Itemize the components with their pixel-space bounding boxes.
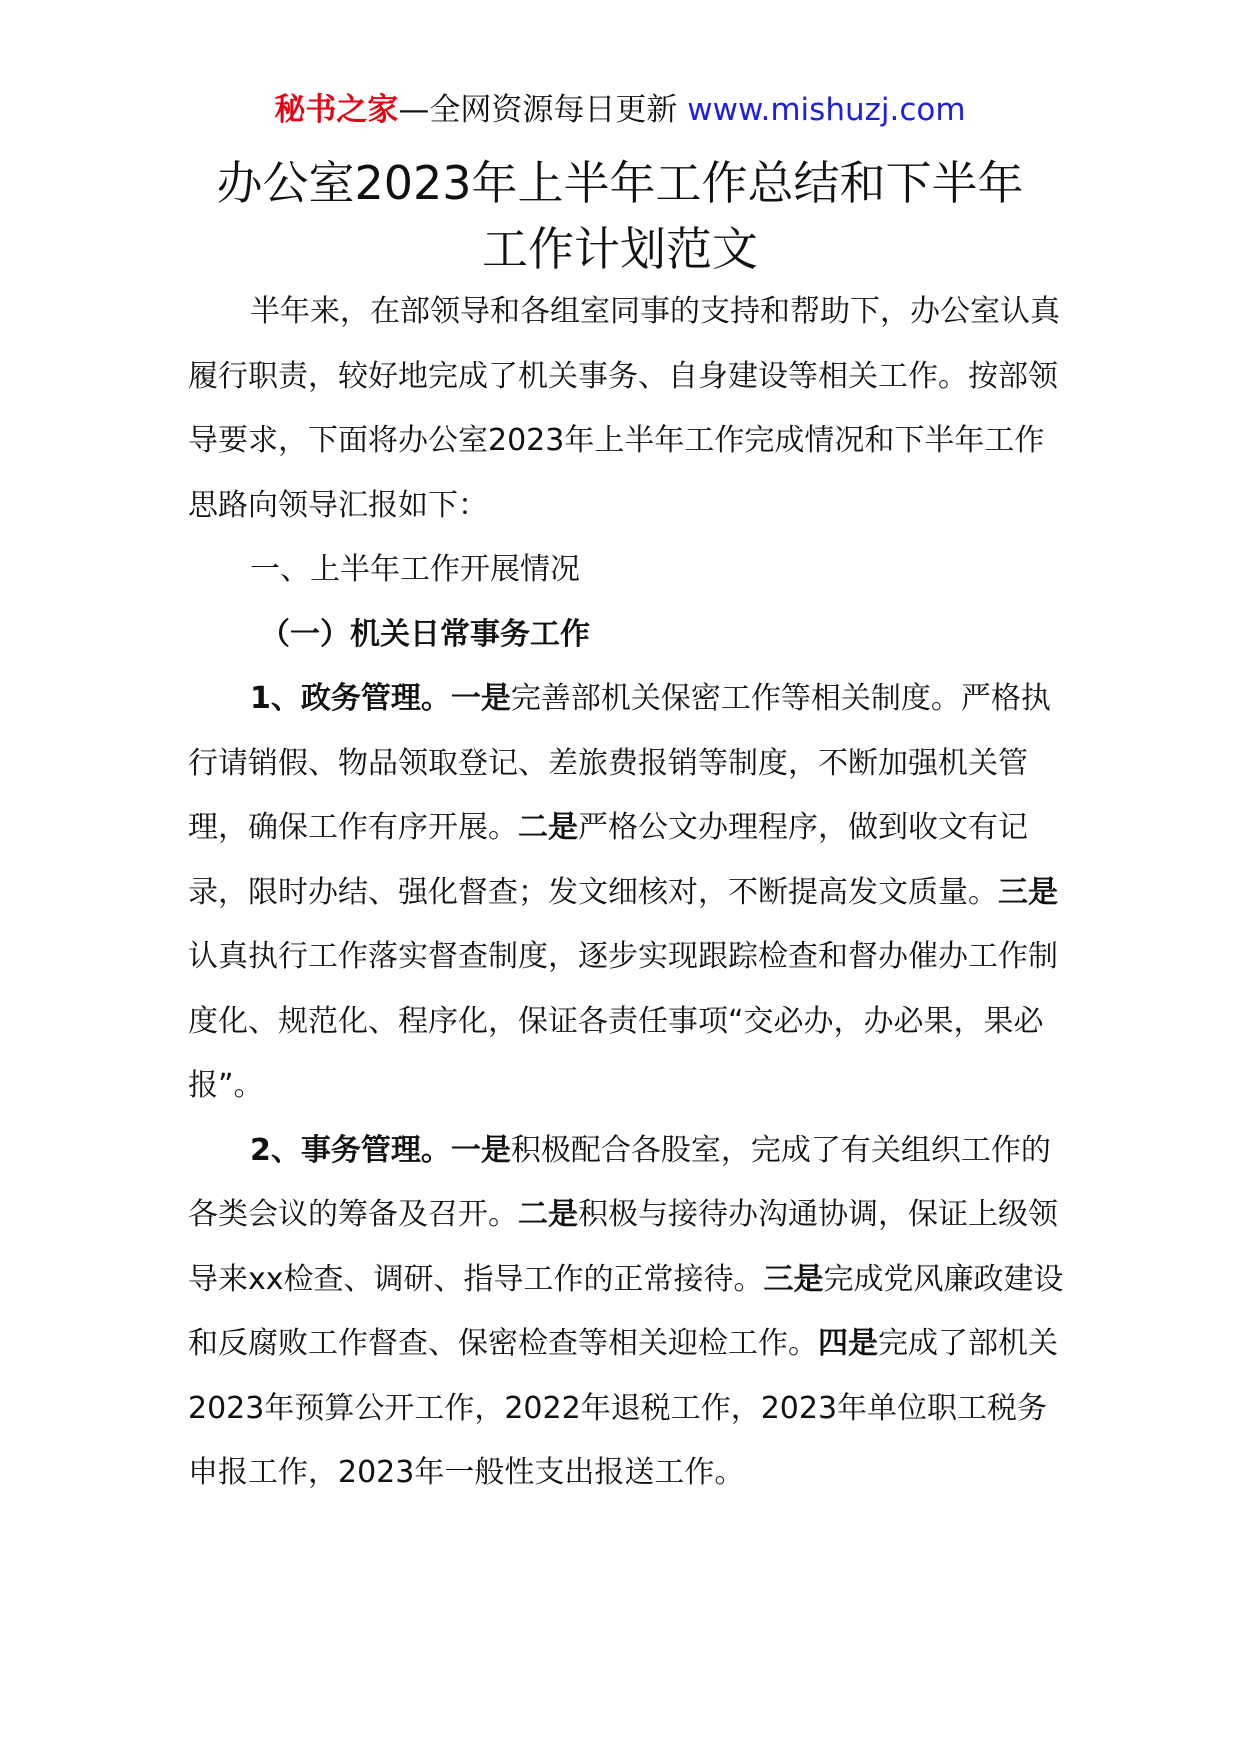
item-2-text-2: 积极与接待办沟通协调，保证上级领导来xx检查、调研、指导工作的正常接待。 bbox=[188, 1197, 1058, 1297]
banner-slogan: —全网资源每日更新 bbox=[398, 92, 678, 128]
section-heading: 一、上半年工作开展情况 bbox=[250, 552, 580, 587]
intro-paragraph: 半年来，在部领导和各组室同事的支持和帮助下，办公室认真履行职责，较好地完成了机关事务、自身建设等相关工作。按部领导要求，下面将办公室2023年上半年工作完成情况和下半年工作思路向领导汇报如下： bbox=[188, 294, 1060, 523]
site-url-link[interactable]: www.mishuzj.com bbox=[687, 92, 966, 128]
item-2-lead-4: 四是 bbox=[818, 1326, 878, 1361]
item-1-lead-3: 三是 bbox=[998, 874, 1058, 910]
title-line-1: 办公室2023年上半年工作总结和下半年 bbox=[216, 156, 1024, 210]
site-banner bbox=[0, 88, 1240, 132]
document-title bbox=[160, 150, 1080, 282]
item-1-text-3: 认真执行工作落实督查制度，逐步实现跟踪检查和督办催办工作制度化、规范化、程序化，保证各责任事项“交必办，办必果，果必报”。 bbox=[188, 939, 1058, 1103]
item-2-lead-3: 三是 bbox=[763, 1261, 824, 1297]
item-1-label: 1、政务管理。 bbox=[250, 681, 451, 716]
item-2-text-4: 完成了部机关2023年预算公开工作，2022年退税工作，2023年单位职工税务申报工作，2023年一般性支出报送工作。 bbox=[188, 1326, 1058, 1490]
brand-name: 秘书之家 bbox=[274, 92, 399, 128]
item-1-text-1: 完善部机关保密工作等相关制度。严格执行请销假、物品领取登记、差旅费报销等制度，不断加强机关管理，确保工作有序开展。 bbox=[188, 681, 1051, 845]
item-1-paragraph bbox=[188, 667, 1068, 1119]
item-1-lead-2: 二是 bbox=[518, 810, 578, 845]
document-body bbox=[188, 280, 1068, 1506]
item-2-label: 2、事务管理。 bbox=[250, 1132, 451, 1168]
item-2-text-1: 积极配合各股室，完成了有关组织工作的各类会议的筹备及召开。 bbox=[188, 1132, 1051, 1232]
title-line-2: 工作计划范文 bbox=[482, 222, 758, 276]
item-2-text-3: 完成党风廉政建设和反腐败工作督查、保密检查等相关迎检工作。 bbox=[188, 1261, 1064, 1361]
item-2-lead-1: 一是 bbox=[450, 1132, 511, 1168]
item-1-lead-1: 一是 bbox=[450, 681, 511, 716]
item-2-lead-2: 二是 bbox=[518, 1197, 578, 1232]
subsection-heading: （一）机关日常事务工作 bbox=[260, 616, 590, 652]
item-1-text-2: 严格公文办理程序，做到收文有记录，限时办结、强化督查；发文细核对，不断提高发文质量。 bbox=[188, 810, 1028, 910]
item-2-paragraph bbox=[188, 1119, 1068, 1506]
